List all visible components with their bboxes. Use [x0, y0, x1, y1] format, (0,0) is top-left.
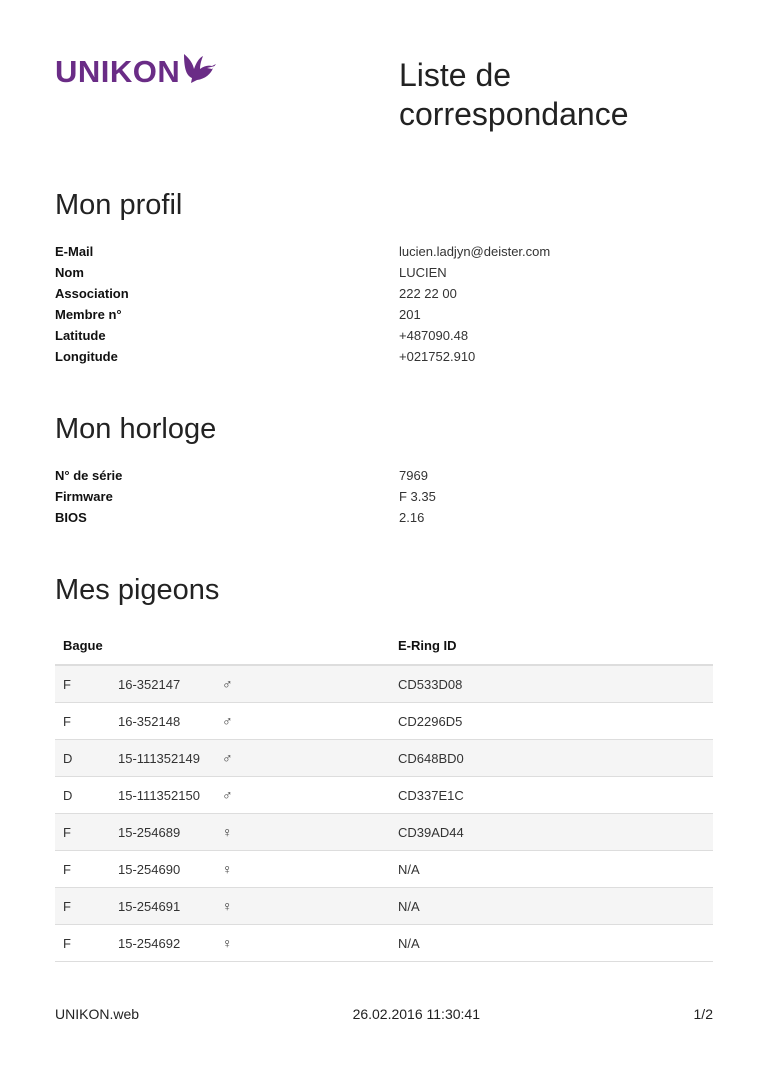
profile-row-association — [55, 283, 715, 304]
pigeons-table — [55, 626, 713, 962]
ering-cell: N/A — [398, 925, 713, 962]
profile-details — [55, 241, 715, 367]
profile-label: Latitude — [55, 328, 106, 343]
ering-cell: CD533D08 — [398, 665, 713, 703]
male-icon: ♂ — [222, 777, 398, 814]
clock-details — [55, 465, 715, 528]
female-icon: ♀ — [222, 925, 398, 962]
dove-icon — [181, 50, 217, 89]
clock-row-serial — [55, 465, 715, 486]
male-icon: ♂ — [222, 665, 398, 703]
profile-row-name — [55, 262, 715, 283]
table-row — [55, 703, 713, 740]
profile-label: E-Mail — [55, 244, 94, 259]
clock-value: 7969 — [399, 468, 428, 483]
page-footer — [55, 1006, 713, 1022]
country-cell: D — [55, 777, 118, 814]
ring-cell: 16-352147 — [118, 665, 222, 703]
footer-app-name: UNIKON.web — [55, 1006, 140, 1022]
clock-section-title: Mon horloge — [55, 413, 217, 445]
profile-label: Association — [55, 286, 129, 301]
table-row — [55, 777, 713, 814]
profile-label: Nom — [55, 265, 84, 280]
profile-value: +021752.910 — [399, 349, 476, 364]
clock-row-firmware — [55, 486, 715, 507]
profile-value: +487090.48 — [399, 328, 469, 343]
clock-value: F 3.35 — [399, 489, 436, 504]
profile-value: lucien.ladjyn@deister.com — [399, 244, 551, 259]
profile-value: 201 — [399, 307, 421, 322]
clock-label: N° de série — [55, 468, 123, 483]
ring-cell: 15-111352149 — [118, 740, 222, 777]
male-icon: ♂ — [222, 703, 398, 740]
footer-datetime: 26.02.2016 11:30:41 — [352, 1006, 480, 1022]
ring-cell: 15-254690 — [118, 851, 222, 888]
ring-cell: 15-254692 — [118, 925, 222, 962]
profile-row-latitude — [55, 325, 715, 346]
female-icon: ♀ — [222, 814, 398, 851]
country-cell: F — [55, 925, 118, 962]
document-title — [399, 56, 729, 134]
ering-cell: CD337E1C — [398, 777, 713, 814]
column-header-bague: Bague — [55, 626, 398, 665]
column-header-ering: E-Ring ID — [398, 626, 713, 665]
table-row — [55, 888, 713, 925]
table-row — [55, 740, 713, 777]
ering-cell: CD39AD44 — [398, 814, 713, 851]
female-icon: ♀ — [222, 888, 398, 925]
ring-cell: 15-254689 — [118, 814, 222, 851]
table-header-row — [55, 626, 713, 665]
pigeons-section-title: Mes pigeons — [55, 574, 220, 606]
profile-label: Longitude — [55, 349, 118, 364]
ring-cell: 15-111352150 — [118, 777, 222, 814]
female-icon: ♀ — [222, 851, 398, 888]
profile-value: 222 22 00 — [399, 286, 457, 301]
country-cell: F — [55, 665, 118, 703]
clock-label: BIOS — [55, 510, 87, 525]
table-row — [55, 665, 713, 703]
profile-row-member — [55, 304, 715, 325]
profile-row-email — [55, 241, 715, 262]
country-cell: F — [55, 888, 118, 925]
ering-cell: CD648BD0 — [398, 740, 713, 777]
country-cell: F — [55, 851, 118, 888]
title-line-1: Liste de — [399, 57, 512, 93]
ering-cell: CD2296D5 — [398, 703, 713, 740]
profile-row-longitude — [55, 346, 715, 367]
footer-page-number: 1/2 — [693, 1006, 713, 1022]
ring-cell: 16-352148 — [118, 703, 222, 740]
profile-value: LUCIEN — [399, 265, 447, 280]
ering-cell: N/A — [398, 888, 713, 925]
table-row — [55, 925, 713, 962]
table-row — [55, 814, 713, 851]
country-cell: F — [55, 703, 118, 740]
table-row — [55, 851, 713, 888]
profile-label: Membre n° — [55, 307, 122, 322]
clock-label: Firmware — [55, 489, 113, 504]
ering-cell: N/A — [398, 851, 713, 888]
title-line-2: correspondance — [399, 96, 629, 132]
profile-section-title: Mon profil — [55, 189, 183, 221]
clock-row-bios — [55, 507, 715, 528]
country-cell: D — [55, 740, 118, 777]
male-icon: ♂ — [222, 740, 398, 777]
ring-cell: 15-254691 — [118, 888, 222, 925]
country-cell: F — [55, 814, 118, 851]
unikon-logo — [55, 54, 217, 89]
logo-text: UNIKON — [55, 54, 181, 89]
clock-value: 2.16 — [399, 510, 425, 525]
